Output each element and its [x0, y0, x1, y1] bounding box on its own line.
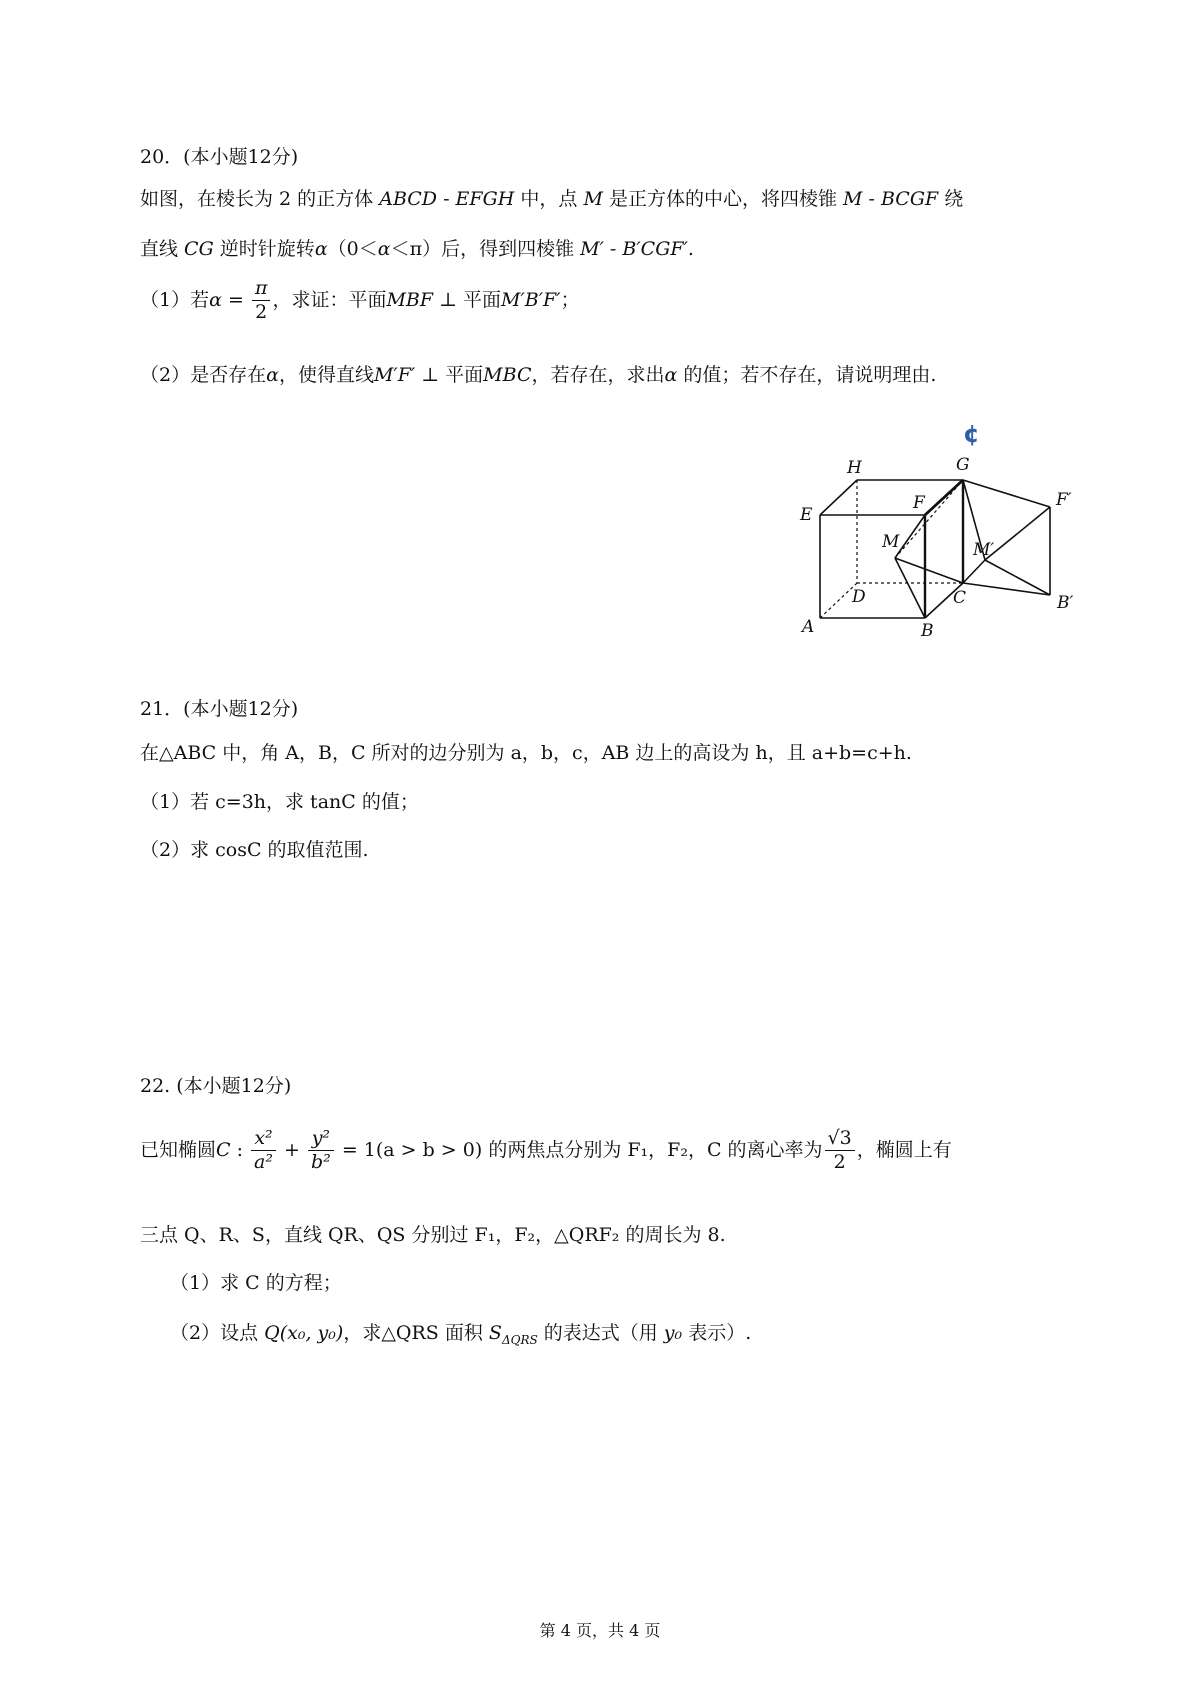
x2-over-a2-fraction: $\frac{\text{x²}}{\text{a²}}$	[251, 1128, 276, 1174]
q22-part2: （2）设点 Q(x₀, y₀)，求△QRS 面积 $S_{\Delta QRS}$ 的表达式（用 y₀ 表示）.	[170, 1322, 752, 1347]
q20-part1: （1）若α = $\frac{\pi}{2}$ ，求证：平面MBF ⊥ 平面M′B′F′；	[140, 277, 580, 323]
label-E: E	[800, 505, 813, 525]
edge-FG	[925, 480, 963, 515]
q22-heading: 22. (本小题12分)	[140, 1075, 292, 1097]
label-M: M	[882, 532, 900, 552]
q22-line1: 已知椭圆C : $\frac{\text{x²}}{\text{a²}}$ + $\frac{\text{y²}}{\text{b²}}$ = 1(a > b > 0) 的两焦点分别为 F₁，F₂，C 的离心率为 $\frac{√3}{2}$ ，椭圆上有	[140, 1127, 952, 1173]
edge-MF	[895, 515, 925, 558]
q20-line1: 如图，在棱长为 2 的正方体 ABCD - EFGH 中，点 M 是正方体的中心，将四棱锥 M - BCGF 绕	[140, 188, 964, 210]
edge-EH	[820, 480, 857, 515]
label-H: H	[847, 458, 862, 478]
q21-part2: （2）求 cosC 的取值范围.	[140, 839, 369, 861]
page-footer: 第 4 页，共 4 页	[539, 1621, 661, 1640]
y2-over-b2-fraction: $\frac{\text{y²}}{\text{b²}}$	[308, 1128, 334, 1174]
label-D: D	[852, 587, 866, 607]
label-G: G	[956, 455, 970, 475]
label-F: F	[913, 493, 925, 513]
cube-rotation-figure	[795, 420, 1135, 650]
edge-MpFp	[985, 507, 1050, 560]
figure-mark: ¢	[963, 420, 980, 448]
label-Mp: M′	[973, 540, 995, 560]
q20-heading: 20．(本小题12分)	[140, 146, 299, 168]
label-A: A	[802, 617, 815, 637]
q21-line1: 在△ABC 中，角 A，B，C 所对的边分别为 a，b，c，AB 边上的高设为 h，且 a+b=c+h.	[140, 742, 912, 764]
q22-line2: 三点 Q、R、S，直线 QR、QS 分别过 F₁，F₂，△QRF₂ 的周长为 8.	[140, 1224, 726, 1246]
q21-part1: （1）若 c=3h，求 tanC 的值；	[140, 791, 419, 813]
pi-over-2-fraction: $\frac{\pi}{2}$	[252, 278, 271, 324]
edge-GFp	[963, 480, 1050, 507]
edge-CBp	[963, 583, 1050, 595]
label-C: C	[953, 588, 967, 608]
edge-MpC	[963, 560, 985, 583]
q22-part1: （1）求 C 的方程；	[170, 1272, 342, 1294]
label-B: B	[921, 621, 934, 641]
edge-MG	[895, 480, 963, 558]
sqrt3-over-2-fraction: $\frac{√3}{2}$	[825, 1128, 855, 1174]
label-Bp: B′	[1057, 593, 1074, 613]
q20-line2: 直线 CG 逆时针旋转α（0＜α＜π）后，得到四棱锥 M′ - B′CGF′.	[140, 238, 694, 260]
q20-part2: （2）是否存在α，使得直线M′F′ ⊥ 平面MBC，若存在，求出α 的值；若不存在，请说明理由.	[140, 364, 937, 386]
label-Fp: F′	[1056, 490, 1072, 510]
q21-heading: 21．(本小题12分)	[140, 698, 299, 720]
